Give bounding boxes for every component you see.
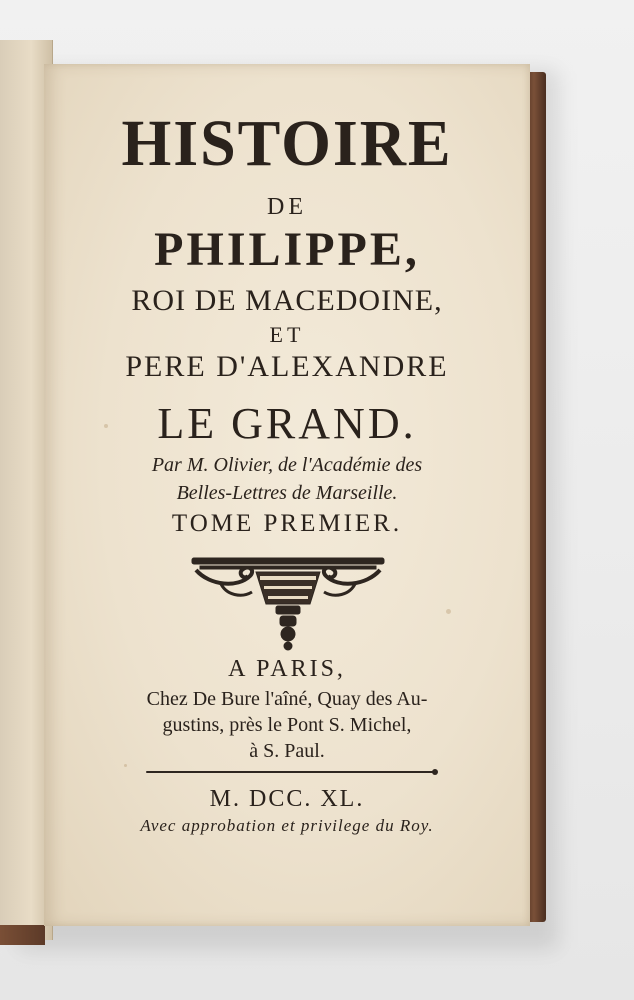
book-title-philippe: PHILIPPE, — [154, 223, 420, 276]
author-line-1: Par M. Olivier, de l'Académie des — [151, 454, 423, 476]
imprint-line-3: à S. Paul. — [249, 740, 325, 762]
printers-ornament — [190, 552, 386, 652]
author-line-2: Belles-Lettres de Marseille. — [176, 482, 398, 504]
imprint-line-1: Chez De Bure l'aîné, Quay des Au- — [146, 688, 428, 710]
foxing-spot — [446, 609, 451, 614]
foxing-spot — [124, 764, 127, 767]
decorative-rule — [146, 771, 434, 773]
imprint-line-2: gustins, près le Pont S. Michel, — [162, 714, 412, 736]
book-title-roi: ROI DE MACEDOINE, — [131, 284, 443, 317]
book-title-de: DE — [267, 194, 307, 220]
cover-corner — [0, 925, 45, 945]
volume-label: TOME PREMIER. — [171, 510, 403, 537]
royal-approval-line: Avec approbation et privilege du Roy. — [140, 816, 434, 835]
book-title-pere: PERE D'ALEXANDRE — [125, 350, 449, 383]
book-title-grand: LE GRAND. — [157, 399, 417, 448]
book-title-histoire: HISTOIRE — [121, 107, 453, 180]
book-title-et: ET — [269, 322, 305, 347]
title-page — [44, 64, 530, 926]
imprint-city: A PARIS, — [228, 656, 346, 682]
publication-year: M. DCC. XL. — [209, 786, 365, 812]
